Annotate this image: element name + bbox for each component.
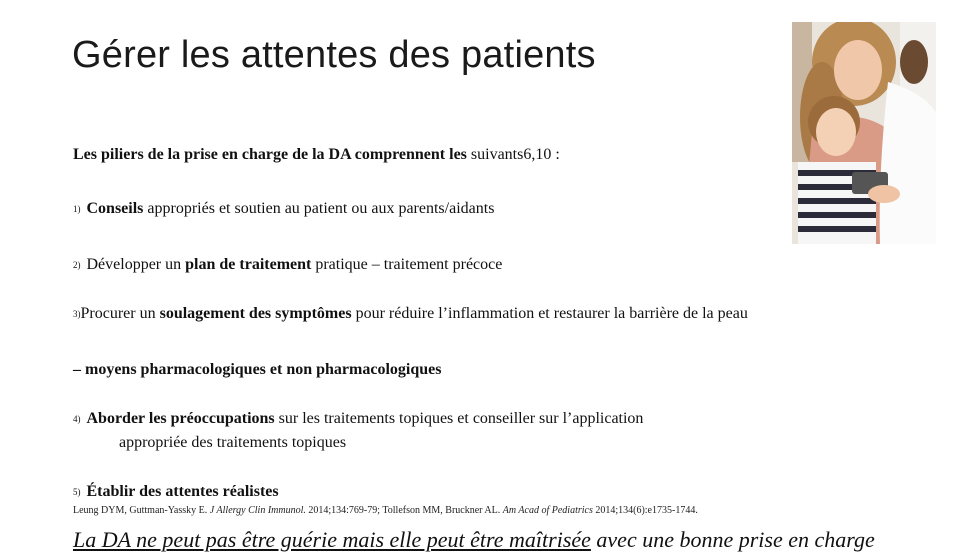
- intro-text: [73, 146, 560, 164]
- intro-bold: Les piliers de la prise en charge de la DA comprennent les: [73, 146, 467, 163]
- reference-text: 2014;134:769-79; Tollefson MM, Bruckner AL.: [305, 505, 503, 516]
- item-text-pre: Développer un: [86, 256, 186, 273]
- list-item-5: [73, 480, 279, 504]
- item-text: appropriés et soutien au patient ou aux parents/aidants: [143, 200, 495, 217]
- item-bold: soulagement des symptômes: [159, 305, 352, 322]
- item-number: 3): [73, 309, 81, 319]
- item-text: pour réduire l’inflammation et restaurer la barrière de la peau: [351, 305, 748, 322]
- item-number: 2): [73, 260, 81, 270]
- mother-child-doctor-photo: [792, 22, 936, 244]
- list-item-3: [73, 302, 873, 326]
- reference-text: 2014;134(6):e1735-1744.: [592, 505, 698, 516]
- intro-normal: suivants6,10: [466, 146, 552, 163]
- item-bold: Aborder les préoccupations: [86, 410, 275, 427]
- list-item-2: [73, 253, 502, 277]
- item-bold: Établir des attentes réalistes: [86, 483, 279, 500]
- item-text: sur les traitements topiques et conseiller sur l’application: [274, 410, 644, 427]
- reference-journal: J Allergy Clin Immunol.: [209, 505, 306, 516]
- reference-text: Leung DYM, Guttman-Yassky E.: [73, 505, 210, 516]
- bottom-statement-rest: avec une bonne prise en charge: [590, 527, 875, 552]
- item-number: 1): [73, 204, 81, 214]
- list-item-4: [73, 407, 643, 455]
- item-number: 4): [73, 414, 81, 424]
- item-text-line2: appropriée des traitements topiques: [119, 434, 347, 451]
- item-number: 5): [73, 487, 81, 497]
- reference-journal: Am Acad of Pediatrics: [502, 505, 593, 516]
- references: [73, 505, 698, 516]
- list-item-1: [73, 197, 494, 221]
- item-bold: plan de traitement: [185, 256, 312, 273]
- list-item-3-subline: [73, 358, 441, 382]
- item-bold: Conseils: [86, 200, 144, 217]
- bottom-statement-underlined: La DA ne peut pas être guérie mais elle peut être maîtrisée: [73, 527, 591, 552]
- item-text-pre: Procurer un: [80, 305, 160, 322]
- bottom-statement: [73, 527, 875, 553]
- slide-title: Gérer les attentes des patients: [72, 34, 596, 76]
- intro-colon: :: [551, 146, 560, 163]
- item-bold: – moyens pharmacologiques et non pharmacologiques: [73, 361, 442, 378]
- item-text: pratique – traitement précoce: [311, 256, 503, 273]
